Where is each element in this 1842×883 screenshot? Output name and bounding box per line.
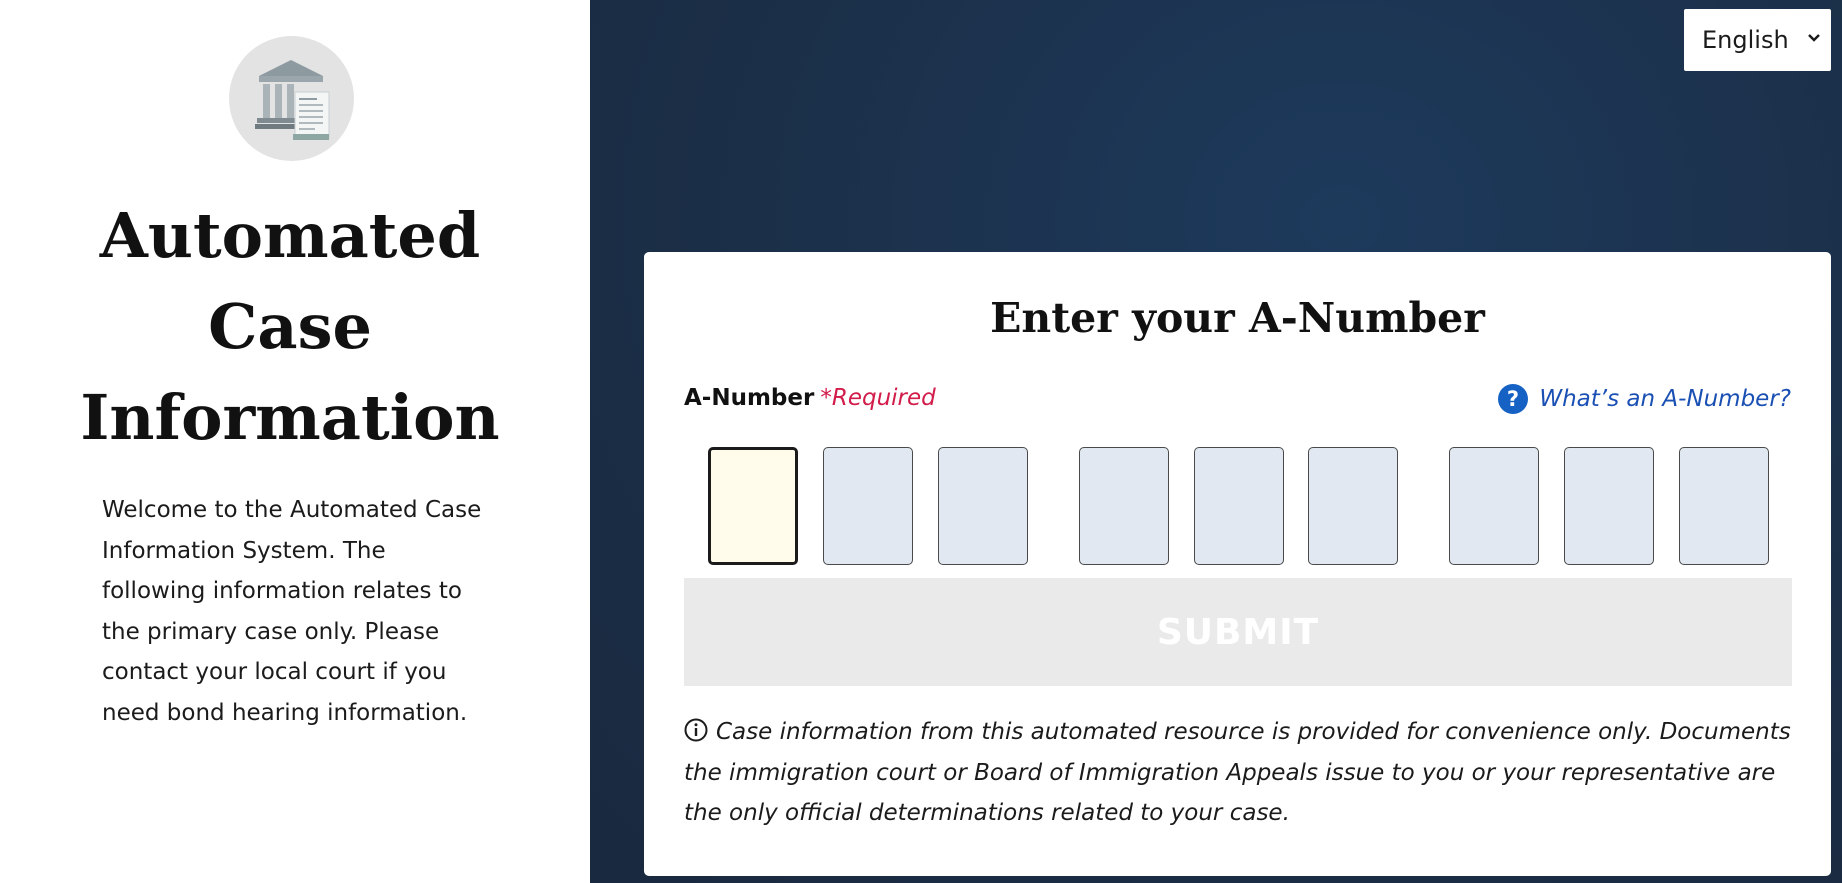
question-circle-icon (1497, 383, 1529, 415)
a-number-digit-1[interactable] (708, 447, 798, 565)
app-title (40, 190, 540, 463)
language-selected-label: English (1702, 26, 1789, 54)
a-number-digit-group (708, 447, 1808, 565)
card-title: Enter your A-Number (990, 294, 1485, 342)
disclaimer (684, 712, 1792, 834)
a-number-field-label (684, 385, 936, 411)
help-link-text: What’s an A-Number? (1539, 386, 1791, 412)
a-number-digit-5[interactable] (1194, 447, 1284, 565)
app-title-line-1: Automated (99, 199, 481, 272)
a-number-card (644, 252, 1831, 876)
submit-button[interactable]: SUBMIT (684, 578, 1792, 686)
info-circle-icon (684, 718, 708, 742)
disclaimer-text: Case information from this automated resource is provided for convenience only. Documents the immigration court or Board of Immigration Appeals issue to you or your representative are the only official determinations related to your case. (684, 719, 1791, 826)
whats-an-a-number-link[interactable] (1497, 383, 1791, 415)
required-indicator: *Required (820, 385, 936, 411)
a-number-digit-2[interactable] (823, 447, 913, 565)
a-number-digit-8[interactable] (1564, 447, 1654, 565)
chevron-down-icon (1807, 33, 1821, 43)
a-number-digit-7[interactable] (1449, 447, 1539, 565)
language-select[interactable] (1684, 9, 1831, 71)
a-number-digit-9[interactable] (1679, 447, 1769, 565)
left-panel (0, 0, 590, 883)
courthouse-document-icon (229, 36, 354, 161)
a-number-label: A-Number (684, 385, 815, 411)
app-title-line-3: Information (80, 381, 500, 454)
a-number-digit-6[interactable] (1308, 447, 1398, 565)
welcome-text: Welcome to the Automated Case Information System. The following information relates to the primary case only. Please contact your local court if you need bond hearing information. (102, 497, 482, 726)
a-number-digit-4[interactable] (1079, 447, 1169, 565)
app-title-line-2: Case (208, 290, 372, 363)
svg-text:?: ? (1507, 387, 1520, 411)
a-number-digit-3[interactable] (938, 447, 1028, 565)
